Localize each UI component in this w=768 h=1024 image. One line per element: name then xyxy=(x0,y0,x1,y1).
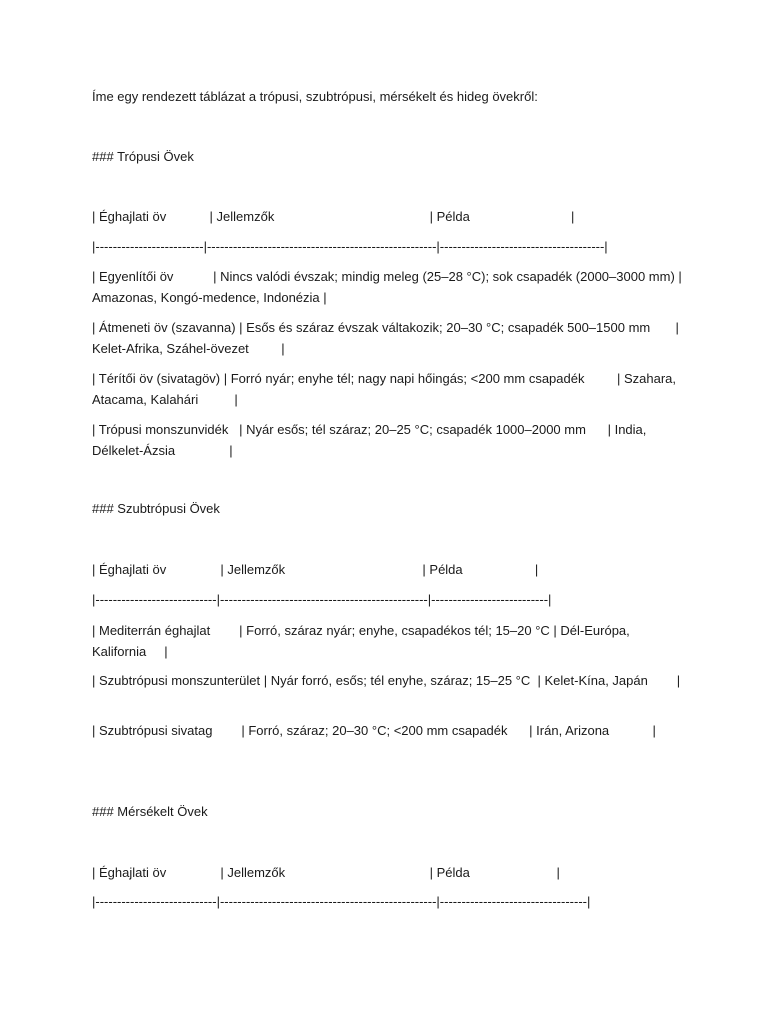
table-separator-row: |----------------------------|------------------------------------------------|---------------------------| xyxy=(92,592,552,607)
table-row: | Térítői öv (sivatagöv) | Forró nyár; enyhe tél; nagy napi hőingás; <200 mm csapadék | Szahara, Atacama, Kalahári | xyxy=(92,371,679,407)
section-heading-subtropical: ### Szubtrópusi Övek xyxy=(92,501,220,516)
section-heading-tropical: ### Trópusi Övek xyxy=(92,149,194,164)
table-header-row: | Éghajlati öv | Jellemzők | Példa | xyxy=(92,562,539,577)
section-heading-temperate: ### Mérsékelt Övek xyxy=(92,804,208,819)
table-header-row: | Éghajlati öv | Jellemzők | Példa | xyxy=(92,865,560,880)
table-header-row: | Éghajlati öv | Jellemzők | Példa | xyxy=(92,209,575,224)
table-row: | Mediterrán éghajlat | Forró, száraz nyár; enyhe, csapadékos tél; 15–20 °C | Dél-Európa, Kalifornia | xyxy=(92,623,634,659)
table-separator-row: |-------------------------|-----------------------------------------------------|--------------------------------------| xyxy=(92,239,608,254)
table-row: | Szubtrópusi sivatag | Forró, száraz; 20–30 °C; <200 mm csapadék | Irán, Arizona | xyxy=(92,723,656,738)
intro-paragraph: Íme egy rendezett táblázat a trópusi, szubtrópusi, mérsékelt és hideg övekről: xyxy=(92,89,538,104)
table-row: | Trópusi monszunvidék | Nyár esős; tél száraz; 20–25 °C; csapadék 1000–2000 mm | India, Délkelet-Ázsia | xyxy=(92,422,651,458)
table-separator-row: |----------------------------|--------------------------------------------------|----------------------------------| xyxy=(92,894,591,909)
table-row: | Egyenlítői öv | Nincs valódi évszak; mindig meleg (25–28 °C); sok csapadék (2000–3000 mm) | Amazonas, Kongó-medence, Indonézia | xyxy=(92,269,685,305)
table-row: | Szubtrópusi monszunterület | Nyár forró, esős; tél enyhe, száraz; 15–25 °C | Kelet-Kína, Japán | xyxy=(92,673,681,688)
table-row: | Átmeneti öv (szavanna) | Esős és száraz évszak váltakozik; 20–30 °C; csapadék 500–1500 mm | Kelet-Afrika, Száhel-övezet | xyxy=(92,320,683,356)
